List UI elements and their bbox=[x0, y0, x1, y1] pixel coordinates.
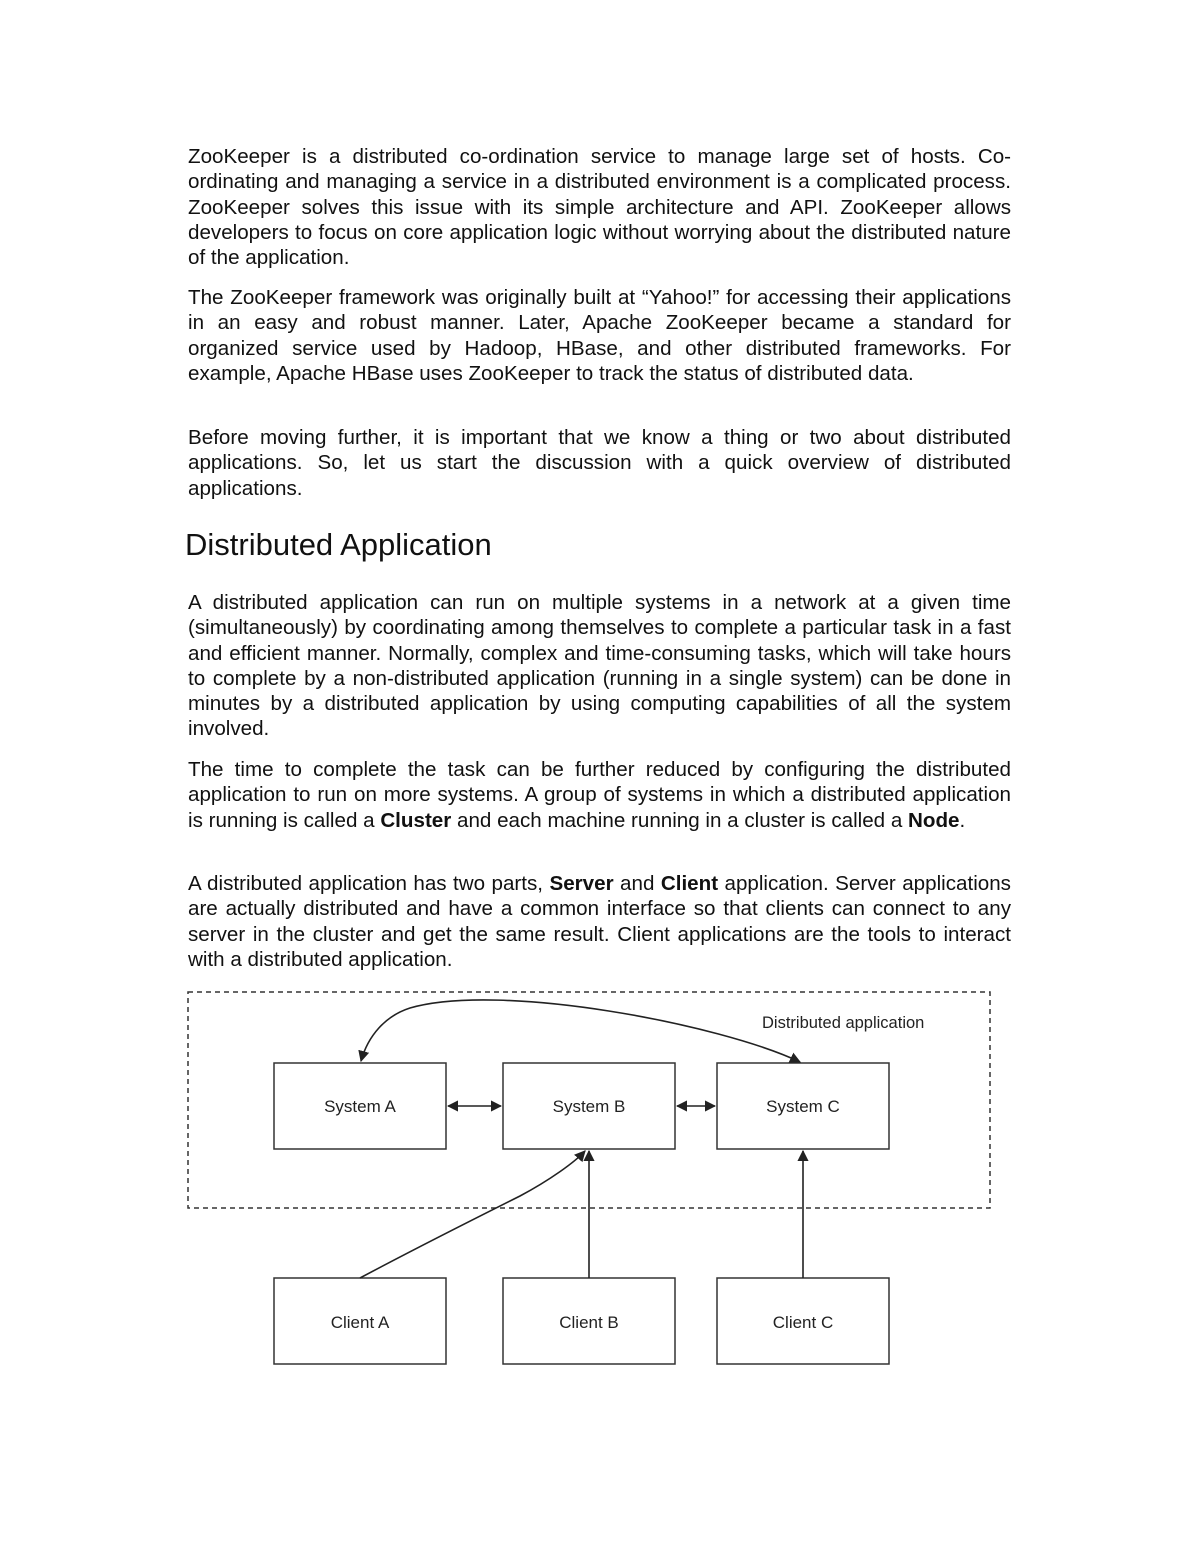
section-paragraph-3 bbox=[188, 871, 1011, 972]
system-b-label: System B bbox=[552, 1097, 626, 1116]
section-heading: Distributed Application bbox=[185, 527, 492, 562]
intro-paragraph-1: ZooKeeper is a distributed co-ordination service to manage large set of hosts. Co-ordinating and managing a service in a distributed environment is a complicated process. ZooKeeper solves this issue with its simple architecture and API. ZooKeeper allows developers to focus on core application logic without worrying about the distributed nature of the application. bbox=[188, 145, 1011, 270]
section-paragraph-1: A distributed application can run on multiple systems in a network at a given time (simultaneously) by coordinating among themselves to complete a particular task in a fast and efficient manner. Normally, complex and time-consuming tasks, which will take hours to complete by a non-distributed application (running in a single system) can be done in minutes by a distributed application by using computing capabilities of all the system involved. bbox=[188, 591, 1011, 741]
paragraph-text: The time to complete the task can be further reduced by configuring the distributed application to run on more systems. A group of systems in which a distributed application is running is called a bbox=[188, 758, 1011, 832]
system-a-label: System A bbox=[324, 1097, 396, 1116]
term-client: Client bbox=[660, 872, 719, 895]
distributed-application-diagram bbox=[180, 984, 1000, 1374]
client-c-label: Client C bbox=[772, 1313, 834, 1332]
paragraph-text: application. Server applications are actually distributed and have a common interface so that clients can connect to any server in the cluster and get the same result. Client applications are the tools to interact with a distributed application. bbox=[188, 872, 1011, 971]
system-c-label: System C bbox=[766, 1097, 840, 1116]
paragraph-text: and bbox=[613, 872, 661, 895]
paragraph-text: A distributed application has two parts, bbox=[188, 872, 550, 895]
term-node: Node bbox=[908, 808, 960, 832]
client-b-label: Client B bbox=[559, 1313, 619, 1332]
intro-paragraph-3: Before moving further, it is important that we know a thing or two about distributed applications. So, let us start the discussion with a quick overview of distributed applications. bbox=[188, 426, 1011, 500]
paragraph-text: . bbox=[959, 808, 966, 832]
arrow-client-a-system-b bbox=[360, 1151, 585, 1278]
region-label: Distributed application bbox=[762, 1014, 925, 1032]
paragraph-text: and each machine running in a cluster is called a bbox=[451, 808, 909, 832]
section-paragraph-2 bbox=[188, 757, 1011, 833]
intro-paragraph-2: The ZooKeeper framework was originally built at “Yahoo!” for accessing their applications in an easy and robust manner. Later, Apache ZooKeeper became a standard for organized service used by Hadoop, HBase, and other distributed frameworks. For example, Apache HBase uses ZooKeeper to track the status of distributed data. bbox=[188, 286, 1011, 385]
term-cluster: Cluster bbox=[380, 808, 452, 832]
term-server: Server bbox=[549, 872, 614, 895]
client-a-label: Client A bbox=[330, 1313, 390, 1332]
arrow-system-c-a bbox=[361, 1000, 800, 1062]
